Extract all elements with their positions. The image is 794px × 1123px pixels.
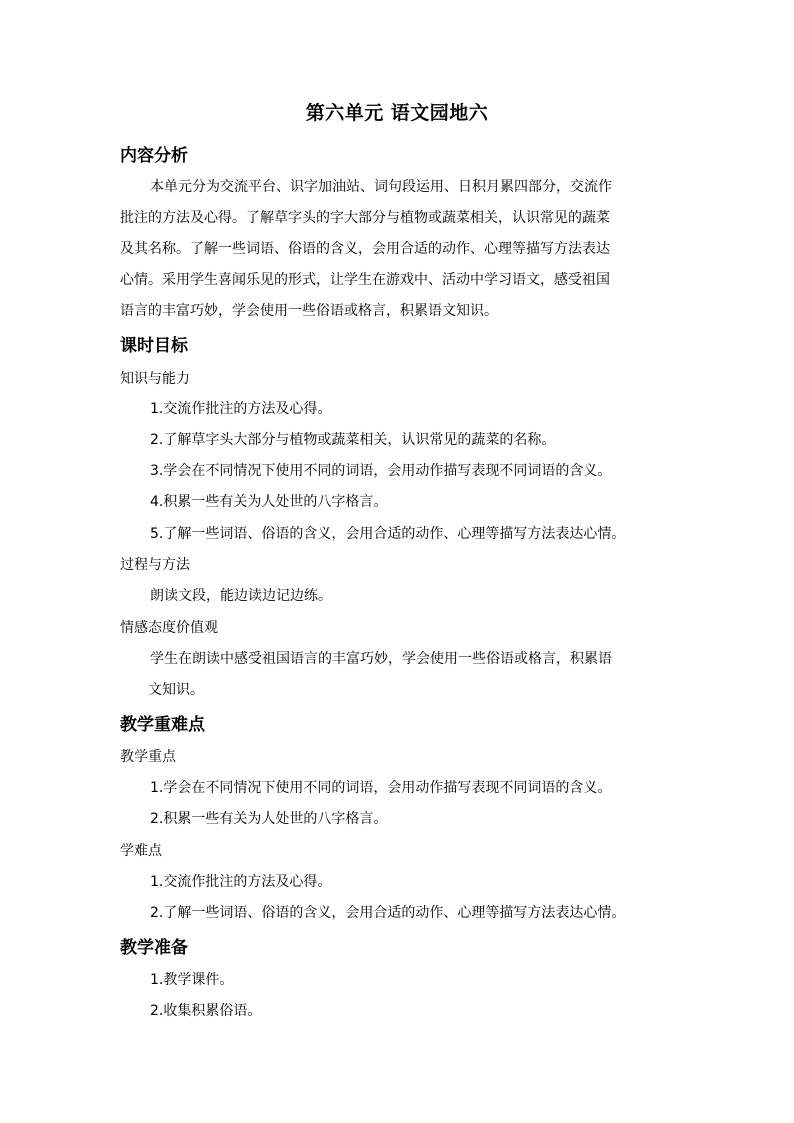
list-item: 5.了解一些词语、俗语的含义，会用合适的动作、心理等描写方法表达心情。 <box>150 526 626 542</box>
paragraph-line: 朗读文段，能边读边记边练。 <box>150 588 332 604</box>
paragraph-line: 心情。采用学生喜闻乐见的形式，让学生在游戏中、活动中学习语文，感受祖国 <box>120 272 610 288</box>
list-item: 2.收集积累俗语。 <box>150 1003 262 1019</box>
section-heading-preparation: 教学准备 <box>120 938 188 958</box>
list-item: 4.积累一些有关为人处世的八字格言。 <box>150 494 388 510</box>
paragraph-line: 学生在朗读中感受祖国语言的丰富巧妙，学会使用一些俗语或格言，积累语 <box>150 651 612 667</box>
paragraph-line: 语言的丰富巧妙，学会使用一些俗语或格言，积累语文知识。 <box>120 303 498 319</box>
list-item: 2.积累一些有关为人处世的八字格言。 <box>150 811 388 827</box>
paragraph-line: 本单元分为交流平台、识字加油站、词句段运用、日积月累四部分，交流作 <box>150 179 612 195</box>
subheading-knowledge: 知识与能力 <box>120 371 190 387</box>
paragraph-line: 批注的方法及心得。了解草字头的字大部分与植物或蔬菜相关，认识常见的蔬菜 <box>120 210 610 226</box>
list-item: 1.教学课件。 <box>150 972 234 988</box>
list-item: 3.学会在不同情况下使用不同的词语，会用动作描写表现不同词语的含义。 <box>150 463 612 479</box>
subheading-process: 过程与方法 <box>120 557 190 573</box>
list-item: 2.了解一些词语、俗语的含义，会用合适的动作、心理等描写方法表达心情。 <box>150 905 626 921</box>
list-item: 1.交流作批注的方法及心得。 <box>150 874 332 890</box>
section-heading-content-analysis: 内容分析 <box>120 146 188 166</box>
list-item: 1.学会在不同情况下使用不同的词语，会用动作描写表现不同词语的含义。 <box>150 780 612 796</box>
subheading-key: 教学重点 <box>120 749 176 765</box>
paragraph-line: 及其名称。了解一些词语、俗语的含义，会用合适的动作、心理等描写方法表达 <box>120 241 610 257</box>
list-item: 2.了解草字头大部分与植物或蔬菜相关，认识常见的蔬菜的名称。 <box>150 432 556 448</box>
list-item: 1.交流作批注的方法及心得。 <box>150 401 332 417</box>
paragraph-line: 文知识。 <box>148 682 204 698</box>
section-heading-key-points: 教学重难点 <box>120 715 205 735</box>
subheading-emotion: 情感态度价值观 <box>120 620 218 636</box>
document-title: 第六单元 语文园地六 <box>305 102 489 124</box>
section-heading-objectives: 课时目标 <box>120 336 188 356</box>
subheading-difficult: 学难点 <box>120 843 162 859</box>
